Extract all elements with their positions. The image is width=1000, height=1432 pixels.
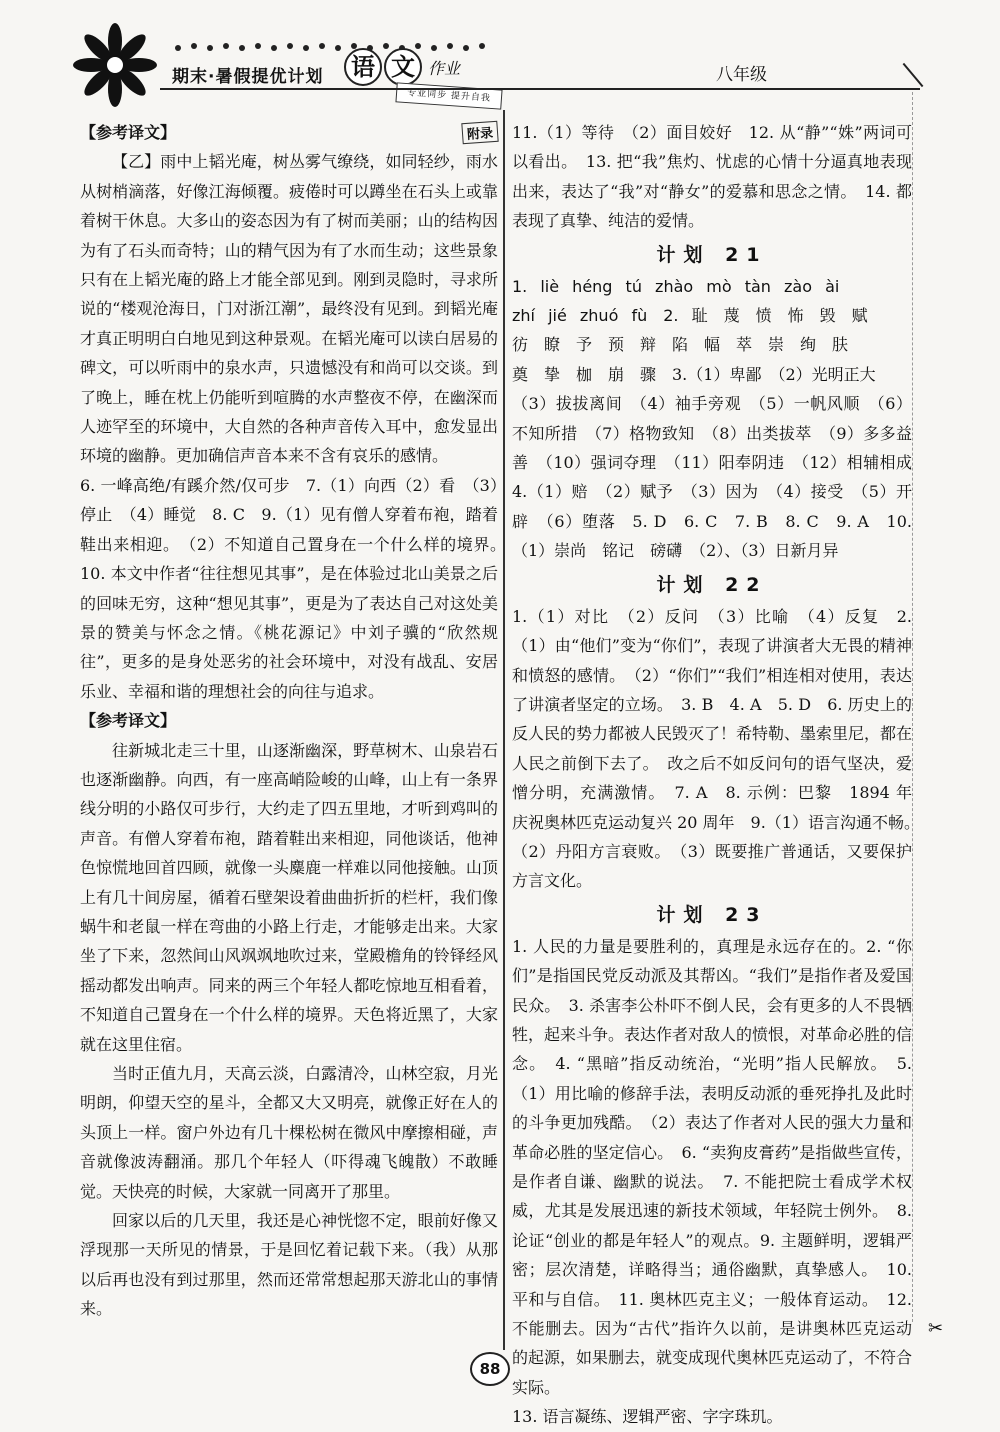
- translation-paragraph-4: 回家以后的几天里，我还是心神恍惚不定，眼前好像又浮现那一天所见的情景，于是回忆着记载下来。（我）从那以后再也没有到过那里，然而还常常想起那天游北山的事情来。: [80, 1211, 498, 1319]
- plan-23-heading: 计划 23: [656, 903, 768, 926]
- corner-rule: [903, 63, 924, 87]
- answers-11-14: 11.（1）等待 （2）面目姣好 12. 从“静”“姝”两词可以看出。 13. 把“我”焦灼、忧虑的心情十分逼真地表现出来，表达了“我”对“静女”的爱慕和思念之情。 14. 都表现了真挚、纯洁的爱情。: [512, 123, 912, 231]
- plan-23-answers: 1. 人民的力量是要胜利的，真理是永远存在的。2. “你们”是指国民党反动派及其帮凶。“我们”是指作者及爱国民众。 3. 杀害李公朴吓不倒人民，会有更多的人不畏牺牲，起来斗争。表达作者对敌人的愤恨，对革命必胜的信念。 4. “黑暗”指反动统治，“光明”指人民解放。 5.（1）用比喻的修辞手法，表明反动派的垂死挣扎及此时的斗争更加残酷。 （2）表达了作者对人民的强大力量和革命必胜的坚定信心。 6. “卖狗皮膏药”是指做些宣传，是作者自谦、幽默的说法。 7. 不能把院士看成学术权威，尤其是发展迅速的新技术领域，年轻院士例外。 8. 论证“创业的都是年轻人”的观点。9. 主题鲜明，逻辑严密；层次清楚，详略得当；通俗幽默，真挚感人。 10. 平和与自信。 11. 奥林匹克主义；一般体育运动。 12. 不能删去。因为“古代”指许久以前，是讲奥林匹克运动的起源，如果删去，就变成现代奥林匹克运动了，不符合实际。: [512, 936, 913, 1397]
- pinyin-line-1: 1. liè héng tú zhào mò tàn zào ài: [512, 276, 840, 296]
- cut-line: [912, 92, 913, 1322]
- page-header: [0, 0, 1000, 112]
- subject-suffix: 作业: [428, 58, 461, 78]
- translation-label-1: 【参考译文】: [80, 123, 177, 142]
- pinyin-line-2: zhí jié zhuó fù 2. 耻 蔑 愤 怖 毁 赋: [512, 306, 868, 326]
- subject-char-1: 语: [344, 48, 382, 86]
- plan-22-heading: 计划 22: [656, 573, 768, 596]
- scissors-icon: ✂: [928, 1318, 944, 1339]
- header-title: 期末·暑假提优计划: [172, 67, 324, 87]
- translation-paragraph-3: 当时正值九月，天高云淡，白露清冷，山林空寂，月光明朗，仰望天空的星斗，全都又大又明亮，就像正好在人的头顶上一样。窗户外边有几十棵松树在微风中摩擦相碰，声音就像波涛翻涌。那几个年轻人（吓得魂飞魄散）不敢睡觉。天快亮的时候，大家就一同离开了那里。: [80, 1064, 498, 1201]
- grade-label: 八年级: [716, 65, 767, 85]
- header-banner: 专业同步 提升自我: [395, 82, 502, 109]
- left-column: [80, 118, 515, 1324]
- translation-label-2: 【参考译文】: [80, 711, 177, 731]
- flower-logo-icon: [72, 22, 158, 108]
- right-column: [512, 118, 929, 1432]
- translation-paragraph-1: 【乙】雨中上韬光庵，树丛雾气缭绕，如同轻纱，雨水从树梢滴落，好像江海倾覆。疲倦时可以蹲坐在石头上或靠着树干休息。大多山的姿态因为有了树而美丽；山的结构因为有了石头而奇特；山的精气因为有了水而生动；这些景象只有在上韬光庵的路上才能全部见到。刚到灵隐时，寻求所说的“楼观沧海日，门对浙江潮”，最终没有见到。到韬光庵才真正明明白白地见到这种景观。在韬光庵可以读白居易的碑文，可以听雨中的泉水声，只遗憾没有和尚可以交谈。到了晚上，睡在枕上仍能听到喧腾的水声整夜不停，在幽深而人迹罕至的环境中，大自然的各种声音传入耳中，愈发显出环境的幽静。更加确信声音本来不含有哀乐的感情。: [80, 152, 498, 466]
- plan-21-heading: 计划 21: [656, 243, 768, 266]
- subject-badge: [344, 48, 460, 86]
- answers-6-10: 6. 一峰高绝/有蹊介然/仅可步 7.（1）向西（2）看 （3）停止 （4）睡觉 8. C 9.（1）见有僧人穿着布袍，踏着鞋出来相迎。 （2）不知道自己置身在一个什么样的境界。 10. 本文中作者“往往想见其事”，是在体验过北山美景之后的回味无穷，这种“想见其事”，更是为了表达自己对这处美景的赞美与怀念之情。《桃花源记》中刘子骥的“欣然规往”，更多的是身处恶劣的社会环境中，对没有战乱、安居乐业、幸福和谐的理想社会的向往与追求。: [80, 475, 515, 701]
- page-number: 88: [470, 1352, 510, 1386]
- subject-char-2: 文: [384, 48, 422, 86]
- plan-23-answer-13: 13. 语言凝练、逻辑严密、字字珠玑。: [512, 1407, 783, 1427]
- appendix-tag: 附录: [461, 121, 498, 144]
- translation-label-row: [80, 118, 498, 147]
- plan-22-answers: 1.（1）对比 （2）反问 （3）比喻 （4）反复 2.（1）由“他们”变为“你们”，表现了讲演者大无畏的精神和愤怒的感情。 （2）“你们”“我们”相连相对使用，表达了讲演者坚定的立场。 3. B 4. A 5. D 6. 历史上的反人民的势力都被人民毁灭了！希特勒、墨索里尼，都在人民之前倒下去了。 改之后不如反问句的语气坚决，爱憎分明，充满激情。 7. A 8. 示例：巴黎 1894 年 庆祝奥林匹克运动复兴 20 周年 9.（1）语言沟通不畅。 （2）丹阳方言衰败。 （3）既要推广普通话，又要保护方言文化。: [512, 606, 929, 891]
- translation-paragraph-2: 往新城北走三十里，山逐渐幽深，野草树木、山泉岩石也逐渐幽静。向西，有一座高峭险峻的山峰，山上有一条界线分明的小路仅可步行，大约走了四五里地，才听到鸡叫的声音。有僧人穿着布袍，踏着鞋出来相迎，同他谈话，他神色惊慌地回首四顾，就像一头麋鹿一样难以同他接触。山顶上有几十间房屋，循着石壁架设着曲曲折折的栏杆，我们像蜗牛和老鼠一样在弯曲的小路上行走，才能够走出来。大家坐了下来，忽然间山风飒飒地吹过来，堂殿檐角的铃铎经风摇动都发出响声。同来的两三个年轻人都吃惊地互相看着，不知道自己置身在一个什么样的境界。天色将近黑了，大家就在这里住宿。: [80, 740, 498, 1054]
- characters-line-4: 奠 挚 枷 崩 骤 3.（1）卑鄙 （2）光明正大: [512, 364, 876, 384]
- plan-21-answers: （3）拔拔离间 （4）袖手旁观 （5）一帆风顺 （6）不知所措 （7）格物致知 （8）出类拔萃 （9）多多益善 （10）强词夺理 （11）阳奉阴违 （12）相辅相成 4.（1）赔 （2）赋予 （3）因为 （4）接受 （5）开辟 （6）堕落 5. D 6. C 7. B 8. C 9. A 10.（1）崇尚 铭记 磅礴 （2）、（3）日新月异: [512, 394, 929, 561]
- header-rule: [160, 88, 920, 90]
- characters-line-3: 彷 瞭 予 预 辩 陷 幅 萃 崇 绚 肤: [512, 335, 849, 355]
- column-divider: [503, 110, 505, 1350]
